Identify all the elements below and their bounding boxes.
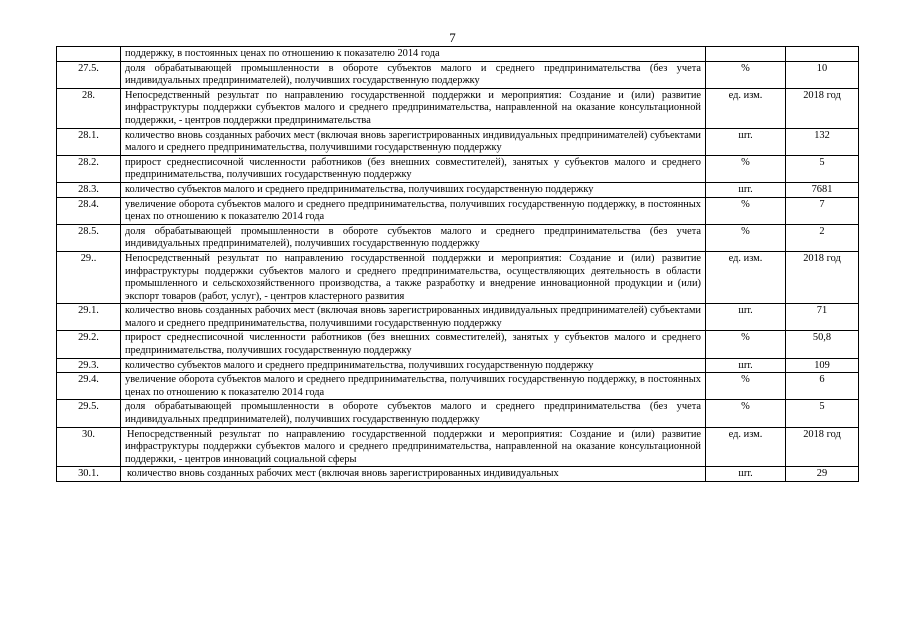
row-number: 28.5.	[57, 224, 121, 251]
row-text: прирост среднесписочной численности работников (без внешних совместителей), занятых у субъектов малого и среднего предпринимательства, получивших государственную поддержку	[121, 155, 706, 182]
row-value: 5	[786, 155, 859, 182]
row-number: 28.2.	[57, 155, 121, 182]
row-number	[57, 47, 121, 62]
row-number: 29.3.	[57, 358, 121, 373]
row-text: увеличение оборота субъектов малого и среднего предпринимательства, получивших государственную поддержку, в постоянных ценах по отношению к показателю 2014 года	[121, 373, 706, 400]
table-row	[57, 251, 859, 303]
page-number: 7	[449, 30, 456, 45]
table-row	[57, 358, 859, 373]
row-value: 7681	[786, 182, 859, 197]
table-row	[57, 197, 859, 224]
table-row	[57, 182, 859, 197]
row-text: доля обрабатывающей промышленности в обороте субъектов малого и среднего предпринимательства (без учета индивидуальных предпринимателей), получивших государственную поддержку	[121, 61, 706, 88]
row-unit: шт.	[706, 182, 786, 197]
row-text: прирост среднесписочной численности работников (без внешних совместителей), занятых у субъектов малого и среднего предпринимательства, получивших государственную поддержку	[121, 331, 706, 358]
table-row	[57, 331, 859, 358]
row-unit: %	[706, 197, 786, 224]
row-number: 29.5.	[57, 400, 121, 427]
row-unit: шт.	[706, 128, 786, 155]
row-number: 29.1.	[57, 304, 121, 331]
row-value: 10	[786, 61, 859, 88]
row-value: 2018 год	[786, 88, 859, 128]
row-unit: %	[706, 400, 786, 427]
row-text: увеличение оборота субъектов малого и среднего предпринимательства, получивших государственную поддержку, в постоянных ценах по отношению к показателю 2014 года	[121, 197, 706, 224]
table-row	[57, 373, 859, 400]
row-unit: %	[706, 61, 786, 88]
table-row	[57, 61, 859, 88]
table-row	[57, 47, 859, 62]
table-row	[57, 88, 859, 128]
row-value: 71	[786, 304, 859, 331]
row-unit: ед. изм.	[706, 427, 786, 467]
row-value: 50,8	[786, 331, 859, 358]
row-unit: шт.	[706, 358, 786, 373]
row-unit	[706, 47, 786, 62]
table-row	[57, 400, 859, 427]
row-text: количество вновь созданных рабочих мест (включая вновь зарегистрированных индивидуальных предпринимателей) субъектами малого и среднего предпринимательства, получившими государственную поддержку	[121, 304, 706, 331]
row-unit: %	[706, 331, 786, 358]
row-number: 28.	[57, 88, 121, 128]
row-unit: шт.	[706, 467, 786, 482]
row-text: количество вновь созданных рабочих мест (включая вновь зарегистрированных индивидуальных	[121, 467, 706, 482]
row-value: 2	[786, 224, 859, 251]
row-text: доля обрабатывающей промышленности в обороте субъектов малого и среднего предпринимательства (без учета индивидуальных предпринимателей), получивших государственную поддержку	[121, 400, 706, 427]
row-number: 28.1.	[57, 128, 121, 155]
row-unit: ед. изм.	[706, 88, 786, 128]
row-text: доля обрабатывающей промышленности в обороте субъектов малого и среднего предпринимательства (без учета индивидуальных предпринимателей), получивших государственную поддержку	[121, 224, 706, 251]
row-number: 29.4.	[57, 373, 121, 400]
row-value: 6	[786, 373, 859, 400]
row-value	[786, 47, 859, 62]
row-number: 30.	[57, 427, 121, 467]
row-number: 30.1.	[57, 467, 121, 482]
table-row	[57, 155, 859, 182]
row-text: количество вновь созданных рабочих мест (включая вновь зарегистрированных индивидуальных предпринимателей) субъектами малого и среднего предпринимательства, получившими государственную поддержку	[121, 128, 706, 155]
row-text: Непосредственный результат по направлению государственной поддержки и мероприятия: Создание и (или) развитие инфраструктуры поддержки субъектов малого и среднего предпринимательства, осуществляющих деятельность в области промышленного и сельскохозяйственного производства, а также разработку и внедрение инновационной продукции и (или) экспорт товаров (работ, услуг), - центров кластерного развития	[121, 251, 706, 303]
row-unit: шт.	[706, 304, 786, 331]
table-row	[57, 224, 859, 251]
row-unit: %	[706, 155, 786, 182]
row-text: Непосредственный результат по направлению государственной поддержки и мероприятия: Создание и (или) развитие инфраструктуры поддержки субъектов малого и среднего предпринимательства, направленной на оказание консультационной поддержки, - центров поддержки предпринимательства	[121, 88, 706, 128]
row-unit: %	[706, 373, 786, 400]
row-number: 28.3.	[57, 182, 121, 197]
row-value: 132	[786, 128, 859, 155]
row-value: 2018 год	[786, 251, 859, 303]
row-number: 29.2.	[57, 331, 121, 358]
row-value: 29	[786, 467, 859, 482]
table-row	[57, 304, 859, 331]
row-value: 7	[786, 197, 859, 224]
row-text: поддержку, в постоянных ценах по отношению к показателю 2014 года	[121, 47, 706, 62]
table-row	[57, 467, 859, 482]
row-value: 2018 год	[786, 427, 859, 467]
row-number: 27.5.	[57, 61, 121, 88]
row-text: количество субъектов малого и среднего предпринимательства, получивших государственную поддержку	[121, 182, 706, 197]
table-row	[57, 128, 859, 155]
row-number: 28.4.	[57, 197, 121, 224]
indicators-table	[56, 46, 859, 482]
row-number: 29..	[57, 251, 121, 303]
row-value: 109	[786, 358, 859, 373]
row-text: количество субъектов малого и среднего предпринимательства, получивших государственную поддержку	[121, 358, 706, 373]
table-row	[57, 427, 859, 467]
row-text: Непосредственный результат по направлению государственной поддержки и мероприятия: Создание и (или) развитие инфраструктуры поддержки субъектов малого и среднего предпринимательства, направленной на оказание консультационной поддержки, - центров инноваций социальной сферы	[121, 427, 706, 467]
row-unit: ед. изм.	[706, 251, 786, 303]
row-value: 5	[786, 400, 859, 427]
row-unit: %	[706, 224, 786, 251]
